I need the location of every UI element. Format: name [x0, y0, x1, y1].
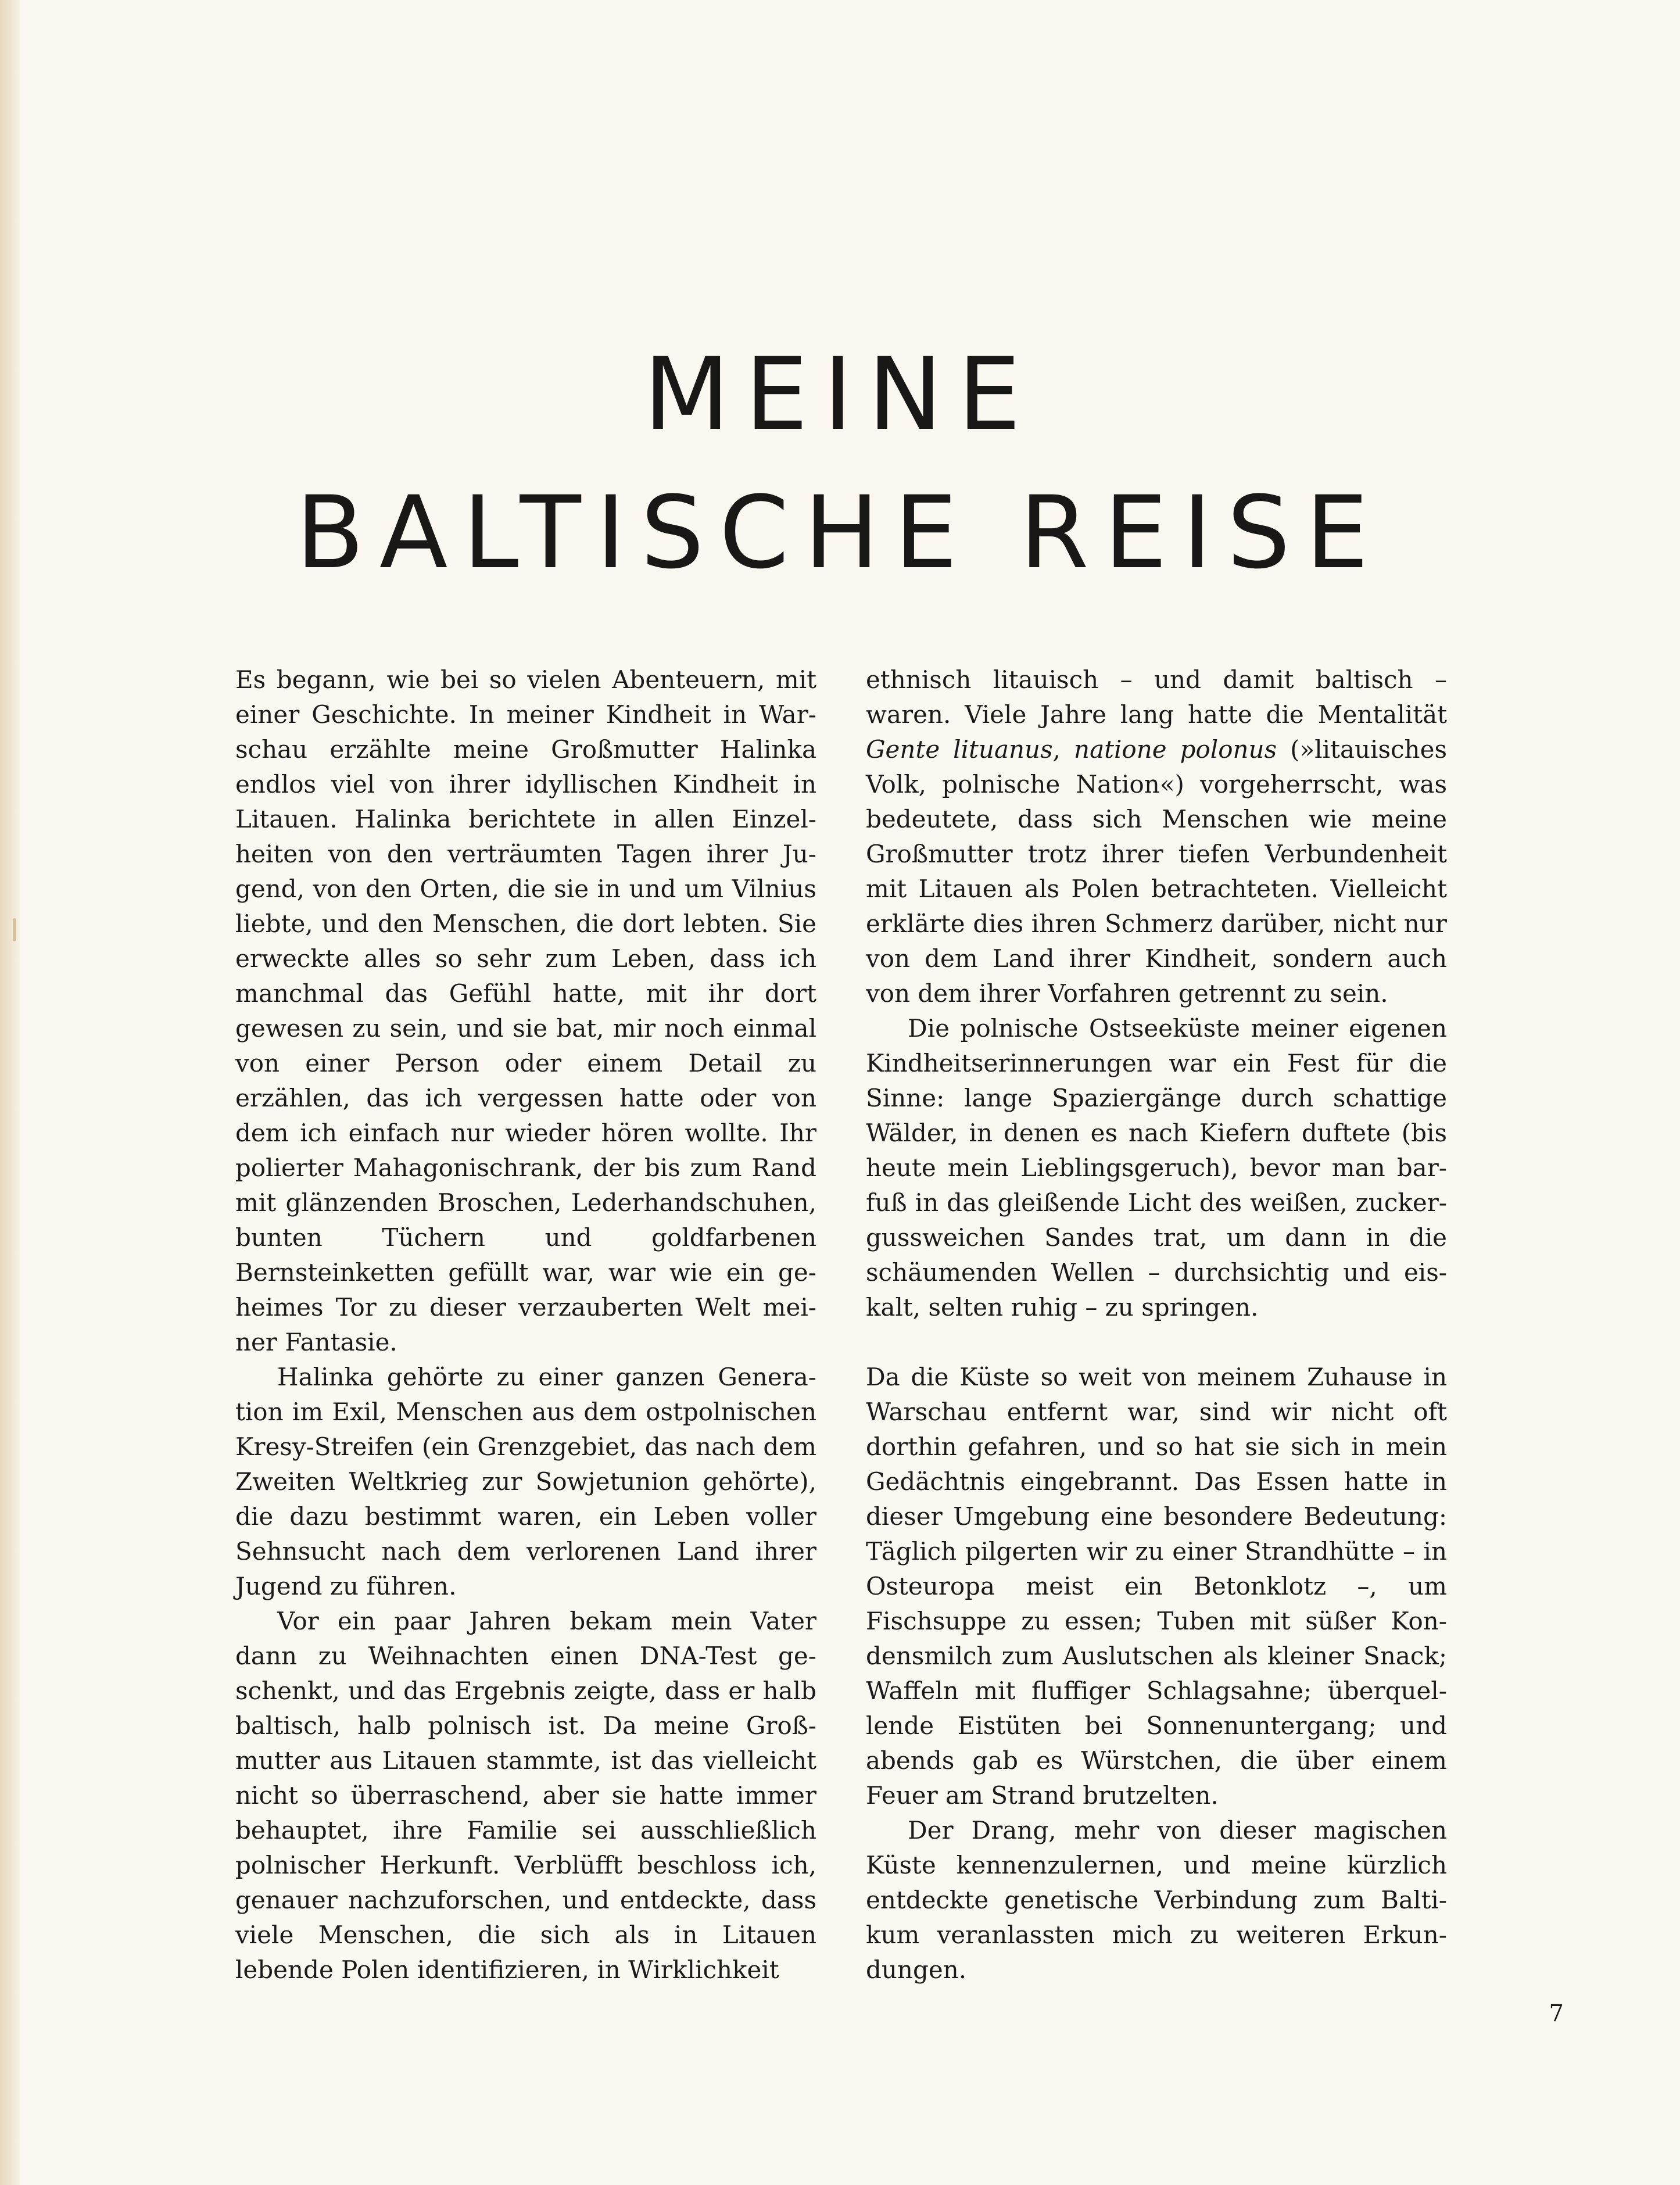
paragraph-left-1: Es begann, wie bei so vielen Abenteuern, mit einer Geschichte. In meiner Kindheit in Warschau erzählte meine Großmutter Halinka endlos viel von ihrer idyllischen Kindheit in Litauen. Halinka berichtete in allen Einzelheiten von den verträumten Tagen ihrer Jugend, von den Orten, die sie in und um Vilnius liebte, und den Menschen, die dort lebten. Sie erweckte alles so sehr zum Leben, dass ich manchmal das Gefühl hatte, mit ihr dort gewesen zu sein, und sie bat, mir noch einmal von einer Person oder einem Detail zu erzählen, das ich vergessen hatte oder von dem ich einfach nur wieder hören wollte. Ihr polierter Mahagonischrank, der bis zum Rand mit glänzenden Broschen, Lederhandschuhen, bunten Tüchern und goldfarbenen Bernsteinketten gefüllt war, war wie ein geheimes Tor zu dieser verzauberten Welt meiner Fantasie.	[235, 665, 816, 1356]
title-line-2: BALTISCHE REISE	[295, 474, 1384, 591]
paragraph-right-4: Der Drang, mehr von dieser magischen Küste kennenzulernen, und meine kürzlich entdeckte genetische Verbindung zum Baltikum veranlassten mich zu weiteren Erkundungen.	[866, 1816, 1447, 1984]
paragraph-left-2: Halinka gehörte zu einer ganzen Generation im Exil, Menschen aus dem ostpolnischen Kresy-Streifen (ein Grenzgebiet, das nach dem Zweiten Weltkrieg zur Sowjetunion gehörte), die dazu bestimmt waren, ein Leben voller Sehnsucht nach dem verlorenen Land ihrer Jugend zu führen.	[235, 1363, 816, 1600]
paragraph-right-1-part-a: ethnisch litauisch – und damit baltisch – waren. Viele Jahre lang hatte die Mentalität	[866, 665, 1447, 729]
italic-natione-polonus: natione polonus	[1074, 735, 1277, 764]
paragraph-right-1-part-b: ,	[1052, 735, 1074, 764]
paragraph-left-3: Vor ein paar Jahren bekam mein Vater dann zu Weihnachten einen DNA-Test geschenkt, und das Ergebnis zeigte, dass er halb baltisch, halb polnisch ist. Da meine Großmutter aus Litauen stammte, ist das vielleicht nicht so überraschend, aber sie hatte immer behauptet, ihre Familie sei ausschließlich polnischer Herkunft. Verblüfft beschloss ich, genauer nachzuforschen, und entdeckte, dass viele Menschen, die sich als in Litauen lebende Polen identifizieren, in Wirklichkeit	[235, 1607, 816, 1984]
paragraph-right-2: Die polnische Ostseeküste meiner eigenen Kindheitserinnerungen war ein Fest für die Sinne: lange Spaziergänge durch schattige Wälder, in denen es nach Kiefern duftete (bis heute mein Lieblingsgeruch), bevor man barfuß in das gleißende Licht des weißen, zuckergussweichen Sandes trat, um dann in die schäumenden Wellen – durchsichtig und eiskalt, selten ruhig – zu springen.	[866, 1014, 1447, 1321]
paragraph-right-3: Da die Küste so weit von meinem Zuhause in Warschau entfernt war, sind wir nicht oft dorthin gefahren, und so hat sie sich in mein Gedächtnis eingebrannt. Das Essen hatte in dieser Umgebung eine besondere Bedeutung: Täglich pilgerten wir zu einer Strandhütte – in Osteuropa meist ein Betonklotz –, um Fischsuppe zu essen; Tuben mit süßer Kondensmilch zum Auslutschen als kleiner Snack; Waffeln mit fluffiger Schlagsahne; überquellende Eistüten bei Sonnenuntergang; und abends gab es Würstchen, die über einem Feuer am Strand brutzelten.	[866, 1363, 1447, 1810]
left-column	[235, 662, 816, 1987]
title-line-1: MEINE	[643, 336, 1036, 453]
italic-gente-lituanus: Gente lituanus	[866, 735, 1053, 764]
right-column	[866, 662, 1447, 1987]
page-title	[221, 325, 1459, 602]
paper-edge	[0, 0, 20, 2185]
page-number: 7	[1549, 2000, 1564, 2027]
paper-edge-mark	[13, 918, 16, 941]
paragraph-right-1-part-c: (»litauisches Volk, polnische Nation«) vorgeherrscht, was bedeutete, dass sich Menschen wie meine Großmutter trotz ihrer tiefen Verbundenheit mit Litauen als Polen betrachteten. Vielleicht erklärte dies ihren Schmerz darüber, nicht nur von dem Land ihrer Kindheit, sondern auch von dem ihrer Vorfahren getrennt zu sein.	[866, 735, 1448, 1008]
paragraph-right-1	[866, 662, 1447, 1011]
